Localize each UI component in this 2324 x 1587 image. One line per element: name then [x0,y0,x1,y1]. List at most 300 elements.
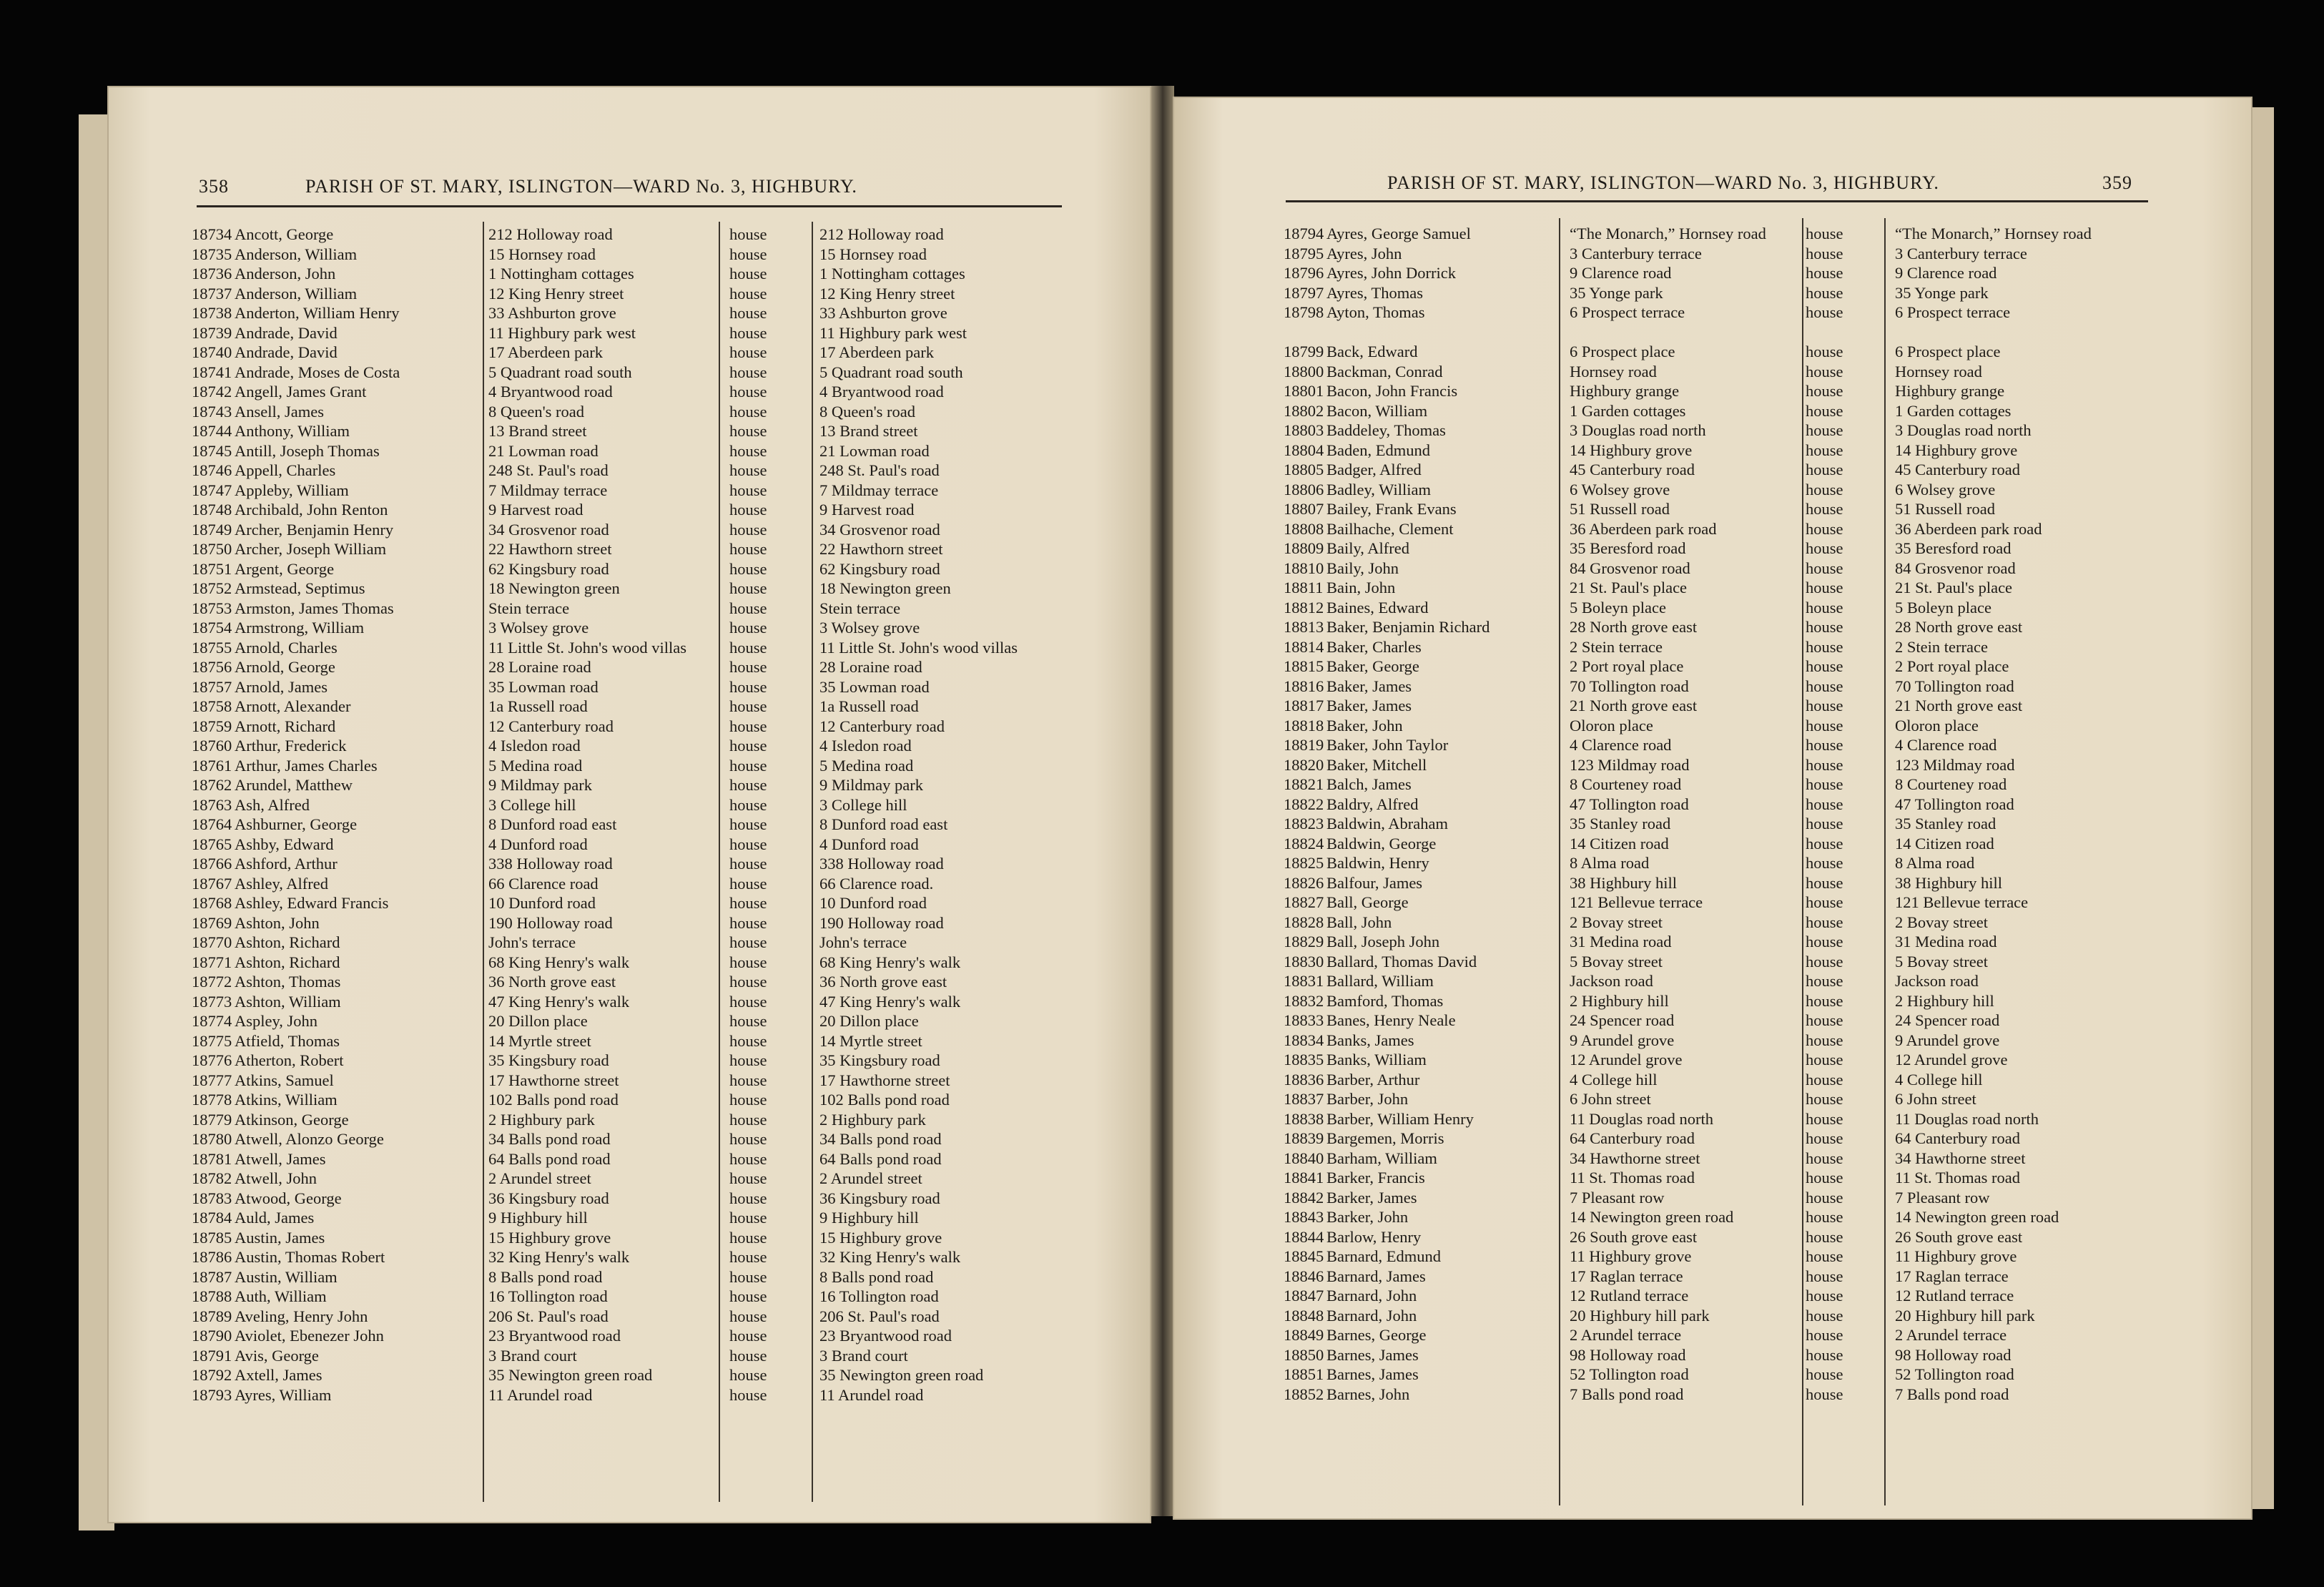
qualifying-address: 98 Holloway road [1570,1345,1686,1364]
qualification-type: house [729,953,767,971]
table-row [192,1110,1071,1130]
voter-name: Baker, James [1326,677,1412,695]
property-address: 2 Highbury hill [1895,991,1994,1010]
table-row [1284,952,2170,972]
voter-name: Baldwin, Abraham [1326,815,1448,832]
entry-number: 18748 [192,501,232,519]
qualifying-address: Oloron place [1570,716,1653,734]
table-row [192,245,1071,265]
property-address: Stein terrace [819,599,901,617]
voter-name: Ayres, William [235,1385,332,1404]
table-row [192,1031,1071,1051]
qualification-type: house [729,1366,767,1384]
table-row [192,1189,1071,1209]
qualifying-address: 9 Mildmay park [488,776,592,794]
qualification-type: house [729,1012,767,1030]
qualifying-address: 2 Port royal place [1570,657,1684,675]
qualifying-address: 2 Bovay street [1570,913,1663,931]
qualification-type: house [1806,991,1843,1010]
qualification-type: house [1806,893,1843,911]
property-address: 2 Arundel terrace [1895,1326,2007,1344]
table-row [192,599,1071,619]
entry-number: 18745 [192,441,232,460]
entry-number: 18758 [192,697,232,715]
qualification-type: house [1806,1287,1843,1305]
qualification-type: house [729,1307,767,1325]
qualification-type: house [729,756,767,775]
qualification-type: house [729,619,767,637]
property-address: 17 Raglan terrace [1895,1267,2009,1285]
table-row [1284,1089,2170,1109]
qualification-type: house [1806,382,1843,400]
table-row [192,1247,1071,1267]
qualification-type: house [729,992,767,1011]
property-address: 8 Queen's road [819,402,916,421]
qualifying-address: 64 Canterbury road [1570,1129,1695,1147]
qualification-type: house [1806,677,1843,695]
entry-number: 18795 [1284,244,1324,262]
table-row [192,382,1071,402]
property-address: 24 Spencer road [1895,1011,2000,1029]
voter-name: Banks, William [1326,1051,1427,1068]
entry-number: 18790 [192,1327,232,1345]
qualification-type: house [729,304,767,322]
qualifying-address: 21 St. Paul's place [1570,579,1688,596]
table-row [192,854,1071,874]
qualifying-address: 2 Stein terrace [1570,637,1663,656]
qualifying-address: 12 King Henry street [488,284,624,303]
entry-number: 18811 [1284,579,1324,596]
qualification-type: house [1806,441,1843,459]
voter-name: Anderson, John [235,265,336,282]
table-row [1284,795,2170,815]
qualifying-address: 12 Rutland terrace [1570,1287,1689,1305]
qualifying-address: 4 Bryantwood road [488,383,613,401]
property-address: 13 Brand street [819,422,918,440]
table-row [192,756,1071,776]
table-row [192,303,1071,323]
table-row [192,1385,1071,1405]
table-row [1284,283,2170,303]
qualification-type: house [1806,1345,1843,1364]
entry-number: 18752 [192,579,232,597]
voter-name: Axtell, James [235,1366,322,1384]
qualifying-address: 13 Brand street [488,422,587,440]
voter-name: Balfour, James [1326,873,1423,892]
table-row [192,1346,1071,1366]
table-row [192,1365,1071,1385]
qualifying-address: 11 Little St. John's wood villas [488,638,686,657]
qualifying-address: 14 Highbury grove [1570,441,1693,459]
voter-name: Ayton, Thomas [1326,303,1425,321]
property-address: 26 South grove east [1895,1227,2023,1246]
table-row [1284,1031,2170,1051]
table-row [1284,1050,2170,1070]
qualification-type: house [729,894,767,912]
table-row [192,677,1071,697]
property-address: 6 Wolsey grove [1895,480,1996,498]
qualifying-address: 14 Newington green road [1570,1208,1734,1226]
entry-number: 18826 [1284,873,1324,892]
property-address: 102 Balls pond road [819,1091,950,1109]
table-row [192,500,1071,520]
table-row [1284,1188,2170,1208]
qualifying-address: Stein terrace [488,599,570,617]
voter-name: Baker, John Taylor [1326,736,1449,754]
qualifying-address: 36 North grove east [488,973,616,991]
entry-number: 18820 [1284,755,1324,774]
qualification-type: house [1806,854,1843,872]
entry-number: 18756 [192,658,232,676]
voter-name: Barham, William [1326,1149,1437,1167]
qualifying-address: 8 Courteney road [1570,775,1682,793]
table-row [192,264,1071,284]
table-row [1284,244,2170,264]
entry-number: 18806 [1284,480,1324,498]
property-address: Hornsey road [1895,362,1982,380]
voter-name: Ayres, John [1326,244,1402,262]
voter-name: Austin, Thomas Robert [235,1248,385,1266]
qualifying-address: 28 Loraine road [488,658,591,676]
entry-number: 18823 [1284,815,1324,832]
voter-name: Back, Edward [1326,343,1418,360]
qualifying-address: 70 Tollington road [1570,677,1689,695]
entry-number: 18769 [192,913,232,932]
voter-name: Arnold, James [235,677,328,696]
voter-name: Anderson, William [235,284,358,303]
qualification-type: house [729,815,767,833]
qualifying-address: 3 Canterbury terrace [1570,244,1702,262]
qualifying-address: 47 Tollington road [1570,795,1689,813]
qualifying-address: 11 St. Thomas road [1570,1169,1695,1186]
voter-name: Badger, Alfred [1326,461,1422,478]
property-address: 9 Clarence road [1895,264,1997,282]
entry-number: 18779 [192,1110,232,1129]
voter-name: Antill, Joseph Thomas [235,441,380,460]
qualifying-address: Highbury grange [1570,382,1680,400]
property-address: 9 Mildmay park [819,776,923,794]
qualification-type: house [1806,697,1843,714]
property-address: 31 Medina road [1895,933,1997,950]
property-address: 11 Highbury park west [819,323,967,342]
page-number: 358 [199,176,229,197]
qualification-type: house [729,1149,767,1168]
entry-number: 18841 [1284,1169,1324,1186]
entry-number: 18787 [192,1267,232,1286]
voter-name: Arnott, Alexander [235,697,351,715]
entry-number: 18834 [1284,1031,1324,1049]
table-row [192,1326,1071,1346]
qualification-type: house [729,1169,767,1187]
table-row [1284,1385,2170,1405]
entry-number: 18829 [1284,933,1324,950]
entry-number: 18832 [1284,991,1324,1010]
qualification-type: house [729,599,767,617]
property-address: 62 Kingsbury road [819,559,940,578]
voter-name: Bacon, William [1326,401,1428,420]
voter-name: Baldwin, George [1326,834,1437,853]
qualifying-address: 15 Hornsey road [488,245,596,263]
qualification-type: house [729,540,767,558]
qualification-type: house [729,1287,767,1305]
voter-name: Archer, Benjamin Henry [235,520,394,539]
voter-name: Ancott, George [235,225,334,243]
qualifying-address: 36 Aberdeen park road [1570,519,1717,538]
property-address: 2 Arundel street [819,1169,922,1187]
voter-name: Bacon, John Francis [1326,382,1458,400]
property-address: 11 Little St. John's wood villas [819,638,1018,657]
qualifying-address: 5 Medina road [488,756,583,775]
table-row [1284,991,2170,1011]
qualifying-address: 26 South grove east [1570,1227,1698,1246]
voter-name: Austin, William [235,1267,338,1286]
qualification-type: house [1806,657,1843,675]
table-row [192,874,1071,894]
table-row [192,1208,1071,1228]
table-row [192,539,1071,559]
entry-number: 18738 [192,304,232,322]
property-address: 35 Newington green road [819,1366,984,1384]
entry-number: 18816 [1284,677,1324,695]
entry-number: 18822 [1284,795,1324,813]
qualification-type: house [1806,401,1843,420]
qualification-type: house [729,1031,767,1050]
table-row [1284,893,2170,913]
qualification-type: house [729,1110,767,1129]
qualification-type: house [729,677,767,696]
table-row [1284,1345,2170,1365]
entry-number: 18842 [1284,1188,1324,1207]
voter-name: Ashton, William [235,992,341,1011]
qualifying-address: 31 Medina road [1570,933,1672,950]
property-address: 66 Clarence road. [819,874,934,893]
qualification-type: house [729,461,767,479]
table-row [1284,421,2170,441]
qualifying-address: 14 Citizen road [1570,834,1669,853]
table-row [1284,932,2170,952]
entry-number: 18805 [1284,461,1324,478]
voter-name: Auld, James [235,1209,315,1227]
qualifying-address: 20 Highbury hill park [1570,1306,1710,1325]
table-row [192,992,1071,1012]
qualifying-address: 11 Highbury grove [1570,1247,1692,1265]
entry-number: 18791 [192,1346,232,1365]
table-row [192,795,1071,815]
voter-name: Archer, Joseph William [235,540,387,558]
qualifying-address: 18 Newington green [488,579,620,597]
qualification-type: house [729,1071,767,1089]
voter-name: Ashton, Richard [235,953,340,971]
entry-number: 18760 [192,737,232,755]
entry-number: 18788 [192,1287,232,1305]
property-address: 35 Lowman road [819,677,930,696]
table-row [192,1267,1071,1287]
voter-name: Bain, John [1326,579,1396,596]
property-address: 14 Myrtle street [819,1031,922,1050]
voter-name: Banks, James [1326,1031,1414,1049]
qualification-type: house [1806,775,1843,793]
entry-number: 18792 [192,1366,232,1384]
property-address: 1 Nottingham cottages [819,265,965,282]
table-row [1284,853,2170,873]
property-address: 3 Douglas road north [1895,421,2032,439]
property-address: 3 Canterbury terrace [1895,244,2027,262]
voter-name: Ansell, James [235,402,324,421]
table-row [192,697,1071,717]
table-row [192,657,1071,677]
qualification-type: house [1806,873,1843,892]
property-address: 4 College hill [1895,1070,1983,1089]
voter-name: Atherton, Robert [235,1051,344,1069]
voter-name: Ashley, Edward Francis [235,894,389,912]
qualification-type: house [729,1209,767,1227]
qualifying-address: 45 Canterbury road [1570,461,1695,478]
qualifying-address: 21 Lowman road [488,441,599,460]
table-row [1284,1227,2170,1247]
property-address: 4 Clarence road [1895,736,1997,754]
table-row [192,1228,1071,1248]
voter-name: Ashby, Edward [235,835,334,853]
table-row [192,815,1071,835]
qualification-type: house [729,1130,767,1148]
qualifying-address: 17 Hawthorne street [488,1071,619,1089]
qualification-type: house [1806,1267,1843,1285]
qualifying-address: 338 Holloway road [488,855,613,873]
entry-number: 18782 [192,1169,232,1187]
table-row [1284,263,2170,283]
table-row [1284,539,2170,559]
entry-number: 18825 [1284,854,1324,872]
register-entries [192,225,1071,1405]
left-page [107,86,1151,1523]
table-row [1284,1109,2170,1129]
qualifying-address: 1 Garden cottages [1570,401,1686,420]
property-address: 206 St. Paul's road [819,1307,940,1325]
qualifying-address: 102 Balls pond road [488,1091,619,1109]
entry-number: 18762 [192,776,232,794]
table-row [1284,1365,2170,1385]
voter-name: Arnold, George [235,658,335,676]
property-address: 18 Newington green [819,579,951,597]
voter-name: Aspley, John [235,1012,318,1030]
qualification-type: house [729,658,767,676]
property-address: 32 King Henry's walk [819,1248,961,1266]
qualification-type: house [1806,283,1843,302]
property-address: 5 Quadrant road south [819,363,963,381]
qualification-type: house [1806,421,1843,439]
table-row [192,461,1071,481]
table-row [192,775,1071,795]
voter-name: Baily, John [1326,559,1399,577]
voter-name: Ashford, Arthur [235,855,338,873]
qualification-type: house [1806,1011,1843,1029]
voter-name: Baines, Edward [1326,598,1429,616]
qualification-type: house [1806,834,1843,853]
qualifying-address: 35 Kingsbury road [488,1051,609,1069]
table-row [1284,1286,2170,1306]
qualifying-address: 16 Tollington road [488,1287,608,1305]
property-address: 20 Dillon place [819,1012,919,1030]
table-row [192,1129,1071,1149]
property-address: Highbury grange [1895,382,2005,400]
entry-number: 18835 [1284,1051,1324,1068]
qualification-type: house [729,1189,767,1207]
property-address: 2 Bovay street [1895,913,1988,931]
table-row [1284,617,2170,637]
entry-number: 18785 [192,1228,232,1247]
entry-number: 18818 [1284,716,1324,734]
qualification-type: house [729,363,767,381]
qualifying-address: Jackson road [1570,972,1653,990]
table-row [192,559,1071,579]
entry-number: 18794 [1284,225,1324,242]
qualifying-address: John's terrace [488,933,576,951]
qualification-type: house [1806,755,1843,774]
page-header: PARISH OF ST. MARY, ISLINGTON—WARD No. 3, HIGHBURY. [305,176,857,197]
property-address: 8 Dunford road east [819,815,948,833]
qualifying-address: 12 Arundel grove [1570,1051,1683,1068]
property-address: 12 King Henry street [819,284,955,303]
voter-name: Baker, James [1326,697,1412,714]
table-row [192,953,1071,973]
table-row [192,1169,1071,1189]
qualification-type: house [729,737,767,755]
table-row [1284,224,2170,244]
entry-number: 18740 [192,343,232,361]
entry-number: 18755 [192,638,232,657]
qualification-type: house [729,874,767,893]
voter-name: Baden, Edmund [1326,441,1430,459]
property-address: 22 Hawthorn street [819,540,943,558]
qualifying-address: 248 St. Paul's road [488,461,609,479]
property-address: 52 Tollington road [1895,1365,2014,1383]
qualification-type: house [729,559,767,578]
qualification-type: house [729,795,767,814]
property-address: 3 Brand court [819,1346,908,1365]
qualifying-address: 5 Bovay street [1570,952,1663,971]
table-row [1284,1129,2170,1149]
qualifying-address: 10 Dunford road [488,894,596,912]
qualifying-address: 7 Mildmay terrace [488,481,608,499]
property-address: 7 Mildmay terrace [819,481,939,499]
voter-name: Austin, James [235,1228,325,1247]
table-row [1284,677,2170,697]
voter-name: Balch, James [1326,775,1412,793]
property-address: 35 Kingsbury road [819,1051,940,1069]
qualification-type: house [729,638,767,657]
property-address: 64 Canterbury road [1895,1129,2020,1147]
qualifying-address: 51 Russell road [1570,500,1670,518]
property-address: 64 Balls pond road [819,1149,942,1168]
qualification-type: house [1806,244,1843,262]
voter-name: Baker, Charles [1326,637,1422,656]
voter-name: Atkins, Samuel [235,1071,334,1089]
table-row [1284,342,2170,362]
property-address: 4 Dunford road [819,835,919,853]
entry-number: 18844 [1284,1227,1324,1246]
voter-name: Atfield, Thomas [235,1031,340,1050]
qualification-type: house [1806,1129,1843,1147]
table-row [1284,401,2170,421]
qualification-type: house [729,1346,767,1365]
voter-name: Banes, Henry Neale [1326,1011,1456,1029]
table-row [1284,1207,2170,1227]
qualification-type: house [729,1051,767,1069]
qualification-type: house [1806,225,1843,242]
qualifying-address: 4 Dunford road [488,835,588,853]
qualifying-address: 52 Tollington road [1570,1365,1689,1383]
entry-number: 18749 [192,520,232,539]
